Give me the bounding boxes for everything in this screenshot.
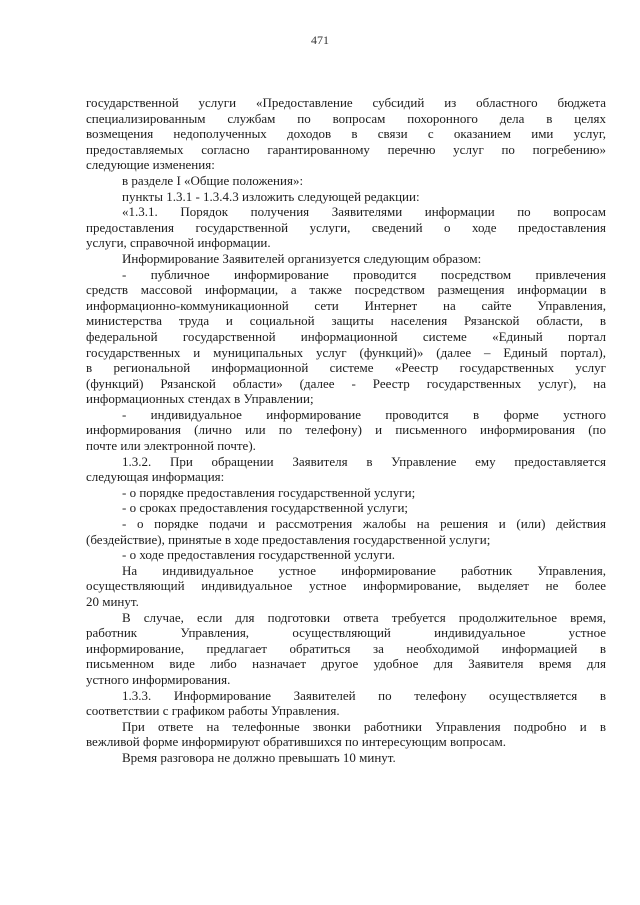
text-line: информирования (лично или по телефону) и письменного информирования (по xyxy=(86,422,606,438)
text-line: осуществляющий индивидуальное устное информирование, выделяет не более xyxy=(86,578,606,594)
text-line: В случае, если для подготовки ответа требуется продолжительное время, xyxy=(122,609,606,625)
text-line: Информирование Заявителей организуется следующим образом: xyxy=(122,250,482,266)
text-line: 20 минут. xyxy=(86,594,139,609)
page-number: 471 xyxy=(311,33,329,47)
document-body xyxy=(86,95,606,766)
text-line: возмещения недополученных доходов в связи с оказанием ими услуг, xyxy=(86,126,606,142)
text-line: в разделе I «Общие положения»: xyxy=(122,172,304,188)
text-line: информирование, предлагает обратиться за необходимой информацией в xyxy=(86,640,606,656)
text-line: - индивидуальное информирование проводится в форме устного xyxy=(122,406,606,422)
text-line: - публичное информирование проводится посредством привлечения xyxy=(122,266,606,282)
text-line: письменном виде либо назначает другое удобное для Заявителя время для xyxy=(86,656,606,672)
text-line: предоставляемых согласно гарантированному перечню услуг по погребению» xyxy=(86,141,606,157)
text-line: 1.3.3. Информирование Заявителей по телефону осуществляется в xyxy=(122,687,606,703)
text-line: следующие изменения: xyxy=(86,157,215,173)
text-line: в региональной информационной системе «Реестр государственных услуг xyxy=(86,360,606,376)
text-line: предоставления государственной услуги, сведений о ходе предоставления xyxy=(86,219,606,235)
text-line: 1.3.2. При обращении Заявителя в Управление ему предоставляется xyxy=(122,453,606,469)
text-line: министерства труда и социальной защиты населения Рязанской области, в xyxy=(86,313,606,329)
text-line: федеральной государственной информационной системе «Единый портал xyxy=(86,328,606,344)
text-line: услуги, справочной информации. xyxy=(86,235,271,251)
text-line: соответствии с графиком работы Управления. xyxy=(86,703,340,719)
text-line: пункты 1.3.1 - 1.3.4.3 изложить следующей редакции: xyxy=(122,188,420,204)
text-line: - о сроках предоставления государственной услуги; xyxy=(122,500,409,516)
text-line: государственной услуги «Предоставление субсидий из областного бюджета xyxy=(86,95,606,110)
text-line: специализированным службам по вопросам похоронного дела в целях xyxy=(86,110,606,126)
text-line: следующая информация: xyxy=(86,469,225,485)
text-line: вежливой форме информируют обратившихся по интересующим вопросам. xyxy=(86,734,506,750)
text-line: На индивидуальное устное информирование работник Управления, xyxy=(122,562,606,578)
text-line: государственных и муниципальных услуг (функций)» (далее – Единый портал), xyxy=(86,344,606,360)
text-line: - о порядке предоставления государственной услуги; xyxy=(122,484,416,500)
text-line: - о порядке подачи и рассмотрения жалобы на решения и (или) действия xyxy=(122,516,606,532)
text-line: устного информирования. xyxy=(86,671,231,687)
text-line: информационных стендах в Управлении; xyxy=(86,391,314,407)
text-line: почте или электронной почте). xyxy=(86,438,256,454)
text-line: - о ходе предоставления государственной услуги. xyxy=(122,547,396,563)
text-line: информационно-коммуникационной сети Интернет на сайте Управления, xyxy=(86,297,606,313)
text-line: (бездействие), принятые в ходе предоставления государственной услуги; xyxy=(86,531,491,547)
text-line: работник Управления, осуществляющий индивидуальное устное xyxy=(86,625,606,641)
text-line: Время разговора не должно превышать 10 минут. xyxy=(122,749,396,765)
text-line: «1.3.1. Порядок получения Заявителями информации по вопросам xyxy=(122,204,606,220)
text-line: (функций) Рязанской области» (далее - Реестр государственных услуг), на xyxy=(86,375,606,391)
text-line: средств массовой информации, а также посредством размещения информации в xyxy=(86,282,606,298)
text-line: При ответе на телефонные звонки работники Управления подробно и в xyxy=(122,718,606,734)
